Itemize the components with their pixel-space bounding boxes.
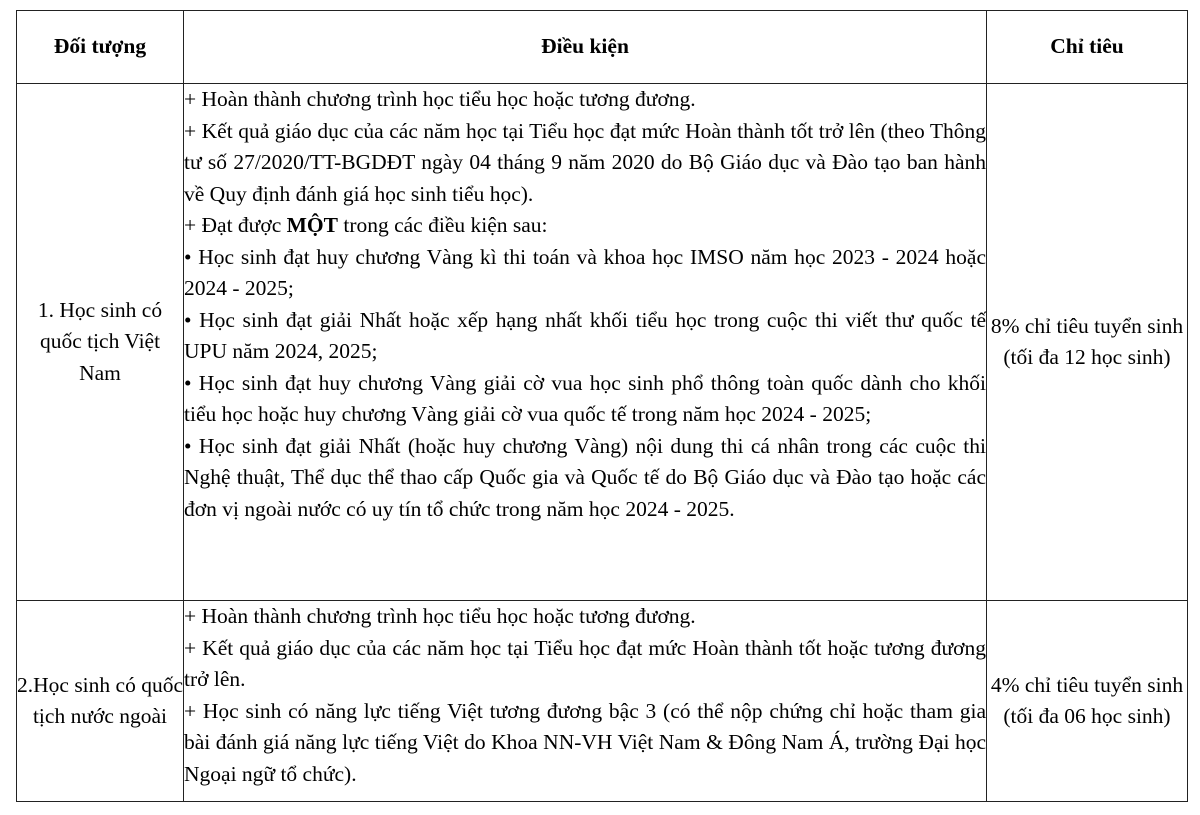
condition-line: + Kết quả giáo dục của các năm học tại Tiểu học đạt mức Hoàn thành tốt hoặc tương đương trở lên. <box>184 635 986 691</box>
header-row <box>17 11 1188 84</box>
admission-criteria-table <box>16 10 1188 802</box>
conditions-cell <box>184 84 987 601</box>
subject-cell: 1. Học sinh có quốc tịch Việt Nam <box>17 84 184 601</box>
condition-line <box>184 210 986 242</box>
table-row <box>17 601 1188 802</box>
header-conditions: Điều kiện <box>184 11 987 84</box>
header-quota: Chỉ tiêu <box>987 11 1188 84</box>
header-subject: Đối tượng <box>17 11 184 84</box>
condition-bullet: • Học sinh đạt huy chương Vàng kì thi toán và khoa học IMSO năm học 2023 - 2024 hoặc 2024 - 2025; <box>184 244 986 300</box>
table-row <box>17 84 1188 601</box>
condition-line: + Hoàn thành chương trình học tiểu học hoặc tương đương. <box>184 604 696 628</box>
condition-bullet: • Học sinh đạt giải Nhất (hoặc huy chương Vàng) nội dung thi cá nhân trong các cuộc thi Nghệ thuật, Thể dục thể thao cấp Quốc gia và Quốc tế do Bộ Giáo dục và Đào tạo hoặc các đơn vị ngoài nước có uy tín tổ chức trong năm học 2024 - 2025. <box>184 433 986 521</box>
condition-emphasis: MỘT <box>286 213 338 237</box>
quota-cell: 8% chỉ tiêu tuyển sinh (tối đa 12 học sinh) <box>987 84 1188 601</box>
conditions-cell <box>184 601 987 802</box>
condition-text: trong các điều kiện sau: <box>337 213 548 237</box>
condition-bullet: • Học sinh đạt huy chương Vàng giải cờ vua học sinh phổ thông toàn quốc dành cho khối tiểu học hoặc huy chương Vàng giải cờ vua quốc tế trong năm học 2024 - 2025; <box>184 370 986 426</box>
condition-line: + Hoàn thành chương trình học tiểu học hoặc tương đương. <box>184 87 696 111</box>
condition-line: + Kết quả giáo dục của các năm học tại Tiểu học đạt mức Hoàn thành tốt trở lên (theo Thông tư số 27/2020/TT-BGDĐT ngày 04 tháng 9 năm 2020 do Bộ Giáo dục và Đào tạo ban hành về Quy định đánh giá học sinh tiểu học). <box>184 118 986 206</box>
subject-cell: 2.Học sinh có quốc tịch nước ngoài <box>17 601 184 802</box>
condition-line: + Học sinh có năng lực tiếng Việt tương đương bậc 3 (có thể nộp chứng chỉ hoặc tham gia bài đánh giá năng lực tiếng Việt do Khoa NN-VH Việt Nam & Đông Nam Á, trường Đại học Ngoại ngữ tổ chức). <box>184 698 986 786</box>
condition-bullet: • Học sinh đạt giải Nhất hoặc xếp hạng nhất khối tiểu học trong cuộc thi viết thư quốc tế UPU năm 2024, 2025; <box>184 307 986 363</box>
condition-text: + Đạt được <box>184 213 287 237</box>
quota-cell: 4% chỉ tiêu tuyển sinh (tối đa 06 học sinh) <box>987 601 1188 802</box>
